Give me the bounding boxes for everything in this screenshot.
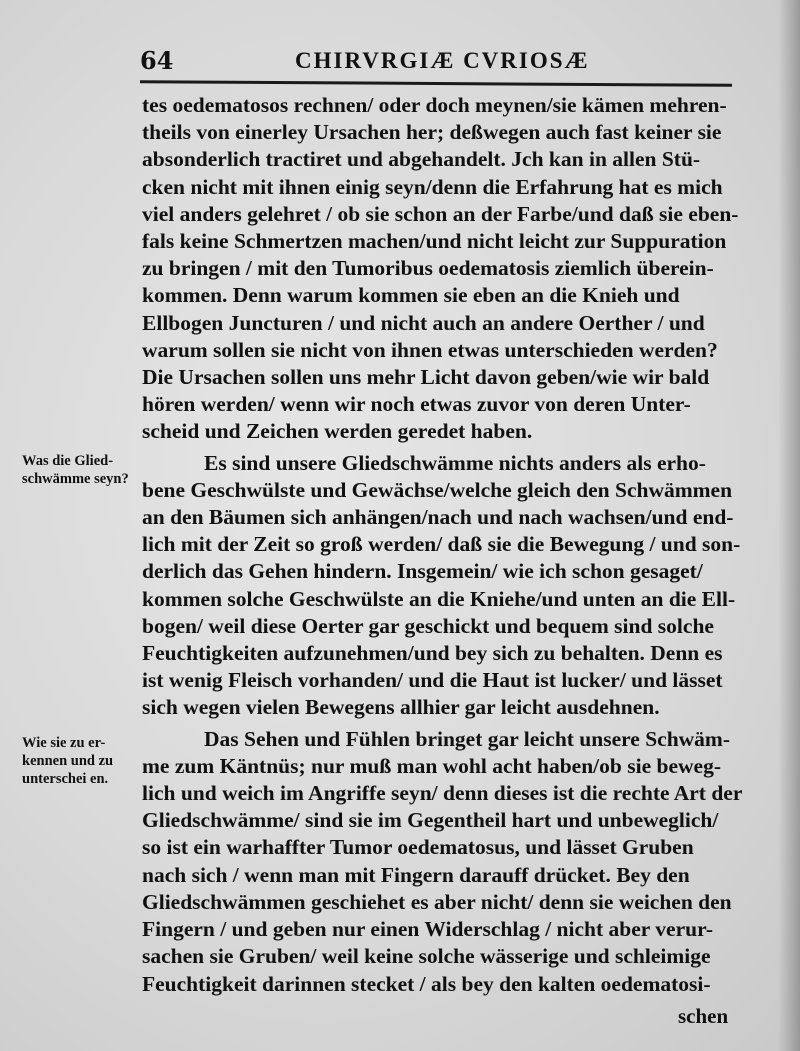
text-line: Das Sehen und Fühlen bringet gar leicht unsere Schwäm- (204, 726, 731, 751)
header-rule (140, 80, 732, 87)
text-line: an den Bäumen sich anhängen/nach und nach wachsen/und end- (142, 505, 734, 530)
text-line: Es sind unsere Gliedschwämme nichts anders als erho- (204, 450, 706, 475)
text-line: sich wegen vielen Bewegens allhier gar leicht ausdehnen. (142, 695, 660, 720)
text-line: me zum Käntnüs; nur muß man wohl acht haben/ob sie beweg- (142, 753, 721, 778)
page-number: 64 (140, 46, 174, 75)
paragraph-3 (142, 726, 742, 998)
marginal-note-1 (22, 452, 140, 488)
text-line: hören werden/ wenn wir noch etwas zuvor von deren Unter- (142, 392, 691, 417)
text-line: theils von einerley Ursachen her; deßwegen auch fast keiner sie (142, 120, 722, 145)
text-line: so ist ein warhaffter Tumor oedematosus, und lässet Gruben (142, 835, 694, 860)
text-line: viel anders gelehret / ob sie schon an der Farbe/und daß sie eben- (142, 201, 739, 226)
text-line: sachen sie Gruben/ weil keine solche wässerige und schleimige (142, 944, 711, 969)
text-line: bogen/ weil diese Oerter gar geschickt und bequem sind solche (142, 613, 714, 638)
text-line: Gliedschwämmen geschiehet es aber nicht/ denn sie weichen den (142, 889, 732, 914)
text-line: ist wenig Fleisch vorhanden/ und die Haut ist lucker/ und lässet (142, 668, 723, 693)
paragraph-2 (142, 450, 742, 722)
text-line: zu bringen / mit den Tumoribus oedematosis ziemlich überein- (142, 256, 714, 281)
text-line: bene Geschwülste und Gewächse/welche gleich den Schwämmen (142, 477, 733, 502)
text-line: kommen. Denn warum kommen sie eben an die Knieh und (142, 283, 680, 308)
text-line: lich und weich im Angriffe seyn/ denn dieses ist die rechte Art der (142, 781, 742, 806)
text-line: kommen solche Geschwülste an die Kniehe/und unten an die Ell- (142, 586, 736, 611)
marginal-note-line: unterschei en. (22, 771, 109, 787)
marginal-note-2 (22, 734, 140, 788)
marginal-note-line: Wie sie zu er- (22, 735, 106, 751)
page-header (140, 46, 740, 80)
body-text (142, 92, 742, 998)
text-line: nach sich / wenn man mit Fingern darauff drücket. Bey den (142, 862, 690, 887)
text-line: warum sollen sie nicht von ihnen etwas unterschieden werden? (142, 337, 718, 362)
text-line: derlich das Gehen hindern. Insgemein/ wie ich schon gesaget/ (142, 559, 703, 584)
text-line: cken nicht mit ihnen einig seyn/denn die Erfahrung hat es mich (142, 174, 723, 199)
text-line: Gliedschwämme/ sind sie im Gegentheil hart und unbeweglich/ (142, 808, 719, 833)
catchword: schen (678, 1004, 729, 1028)
text-line: lich mit der Zeit so groß werden/ daß sie die Bewegung / und son- (142, 532, 741, 557)
running-title: CHIRVRGIÆ CVRIOSÆ (295, 48, 590, 73)
paragraph-1 (142, 92, 742, 446)
text-line: Ellbogen Juncturen / und nicht auch an andere Oerther / und (142, 310, 705, 335)
text-line: absonderlich tractiret und abgehandelt. Jch kan in allen Stü- (142, 147, 701, 172)
text-line: Die Ursachen sollen uns mehr Licht davon geben/wie wir bald (142, 365, 710, 390)
text-line: scheid und Zeichen werden geredet haben. (142, 419, 533, 444)
text-line: Feuchtigkeiten aufzunehmen/und bey sich zu behalten. Denn es (142, 641, 723, 666)
marginal-note-line: kennen und zu (22, 753, 114, 769)
text-line: Fingern / und geben nur einen Widerschlag / nicht aber verur- (142, 917, 713, 942)
text-line: tes oedematosos rechnen/ oder doch meynen/sie kämen mehren- (142, 93, 727, 117)
marginal-note-line: Was die Glied- (22, 453, 114, 469)
text-line: Feuchtigkeit darinnen stecket / als bey den kalten oedematosi- (142, 971, 711, 996)
marginal-note-line: schwämme seyn? (22, 471, 129, 487)
text-line: fals keine Schmertzen machen/und nicht leicht zur Suppuration (142, 229, 727, 254)
